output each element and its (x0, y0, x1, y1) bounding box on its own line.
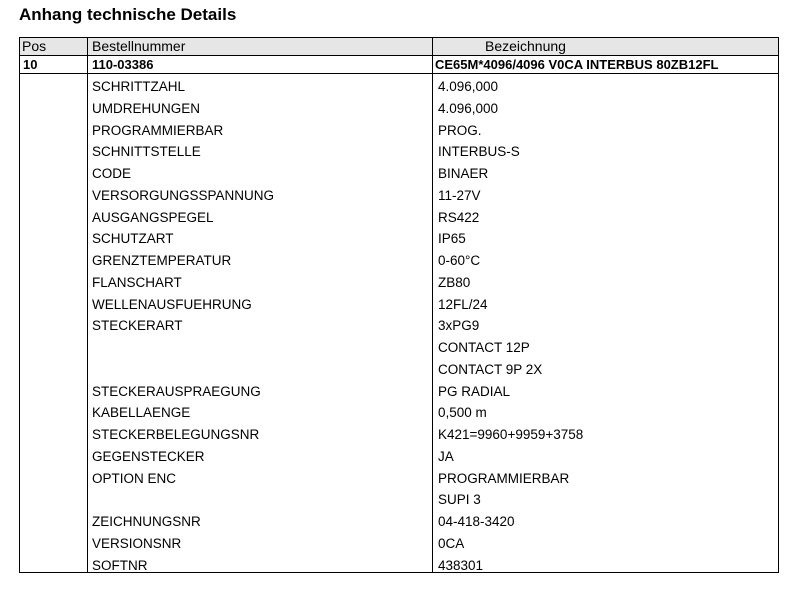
position-row (20, 56, 778, 74)
attribute-value: INTERBUS-S (438, 144, 520, 160)
attribute-name: STECKERAUSPRAEGUNG (92, 383, 261, 399)
attribute-name: GEGENSTECKER (92, 448, 205, 464)
table-row (20, 120, 778, 142)
table-row (20, 446, 778, 468)
attribute-value: 4.096,000 (438, 100, 499, 116)
table-row (20, 76, 778, 98)
header-bezeichnung: Bezeichnung (485, 38, 566, 54)
table-row (20, 381, 778, 403)
attribute-name: ZEICHNUNGSNR (92, 514, 201, 529)
attribute-value: 438301 (438, 557, 484, 573)
table-row (20, 141, 778, 163)
table-row (20, 250, 778, 272)
attribute-name: WELLENAUSFUEHRUNG (92, 296, 252, 312)
attribute-name: CODE (92, 166, 132, 181)
attribute-list (20, 76, 778, 576)
product-designation: CE65M*4096/4096 V0CA INTERBUS 80ZB12FL (435, 57, 719, 72)
page-title: Anhang technische Details (19, 5, 237, 24)
attribute-name: OPTION ENC (92, 470, 177, 486)
table-row (20, 207, 778, 229)
attribute-value: K421=9960+9959+3758 (438, 427, 584, 442)
attribute-value: 12FL/24 (438, 296, 488, 312)
attribute-name: GRENZTEMPERATUR (92, 253, 232, 268)
order-number: 110-03386 (92, 57, 154, 72)
attribute-value: PROGRAMMIERBAR (438, 470, 570, 486)
position-number: 10 (23, 57, 38, 72)
attribute-value: JA (438, 448, 454, 464)
table-row (20, 337, 778, 359)
header-bestellnummer: Bestellnummer (92, 38, 186, 54)
attribute-name: VERSIONSNR (92, 535, 182, 551)
table-row (20, 533, 778, 555)
attribute-name: SOFTNR (92, 557, 148, 573)
details-table (19, 37, 779, 573)
attribute-value: 0-60°C (438, 253, 481, 268)
attribute-name: SCHRITTZAHL (92, 79, 186, 94)
table-row (20, 511, 778, 533)
attribute-value: 04-418-3420 (438, 514, 515, 529)
table-row (20, 468, 778, 490)
table-row (20, 185, 778, 207)
attribute-value: 0,500 m (438, 405, 487, 421)
attribute-name: VERSORGUNGSSPANNUNG (92, 187, 275, 203)
attribute-name: SCHUTZART (92, 231, 174, 247)
table-row (20, 294, 778, 316)
attribute-name: UMDREHUNGEN (92, 100, 200, 116)
table-row (20, 424, 778, 446)
table-row (20, 228, 778, 250)
attribute-name: SCHNITTSTELLE (92, 144, 201, 160)
table-row (20, 98, 778, 120)
header-pos: Pos (22, 38, 47, 54)
attribute-value: CONTACT 9P 2X (438, 361, 543, 377)
attribute-name: AUSGANGSPEGEL (92, 209, 214, 225)
table-row (20, 402, 778, 424)
table-header (20, 38, 778, 56)
attribute-name: PROGRAMMIERBAR (92, 122, 224, 138)
attribute-value: PG RADIAL (438, 383, 511, 399)
attribute-name: STECKERBELEGUNGSNR (92, 427, 260, 442)
attribute-value: SUPI 3 (438, 492, 481, 508)
attribute-value: 3xPG9 (438, 318, 480, 334)
attribute-value: 0CA (438, 535, 465, 551)
table-row (20, 272, 778, 294)
attribute-name: STECKERART (92, 318, 183, 334)
table-row (20, 315, 778, 337)
attribute-value: ZB80 (438, 274, 471, 290)
attribute-name: KABELLAENGE (92, 405, 191, 421)
table-row (20, 555, 778, 577)
table-row (20, 163, 778, 185)
attribute-value: RS422 (438, 209, 480, 225)
attribute-value: 4.096,000 (438, 79, 499, 94)
table-row (20, 489, 778, 511)
attribute-value: BINAER (438, 166, 489, 181)
attribute-value: 11-27V (438, 187, 481, 203)
attribute-value: IP65 (438, 231, 466, 247)
attribute-value: PROG. (438, 122, 482, 138)
attribute-name: FLANSCHART (92, 274, 182, 290)
attribute-value: CONTACT 12P (438, 340, 530, 355)
table-row (20, 359, 778, 381)
